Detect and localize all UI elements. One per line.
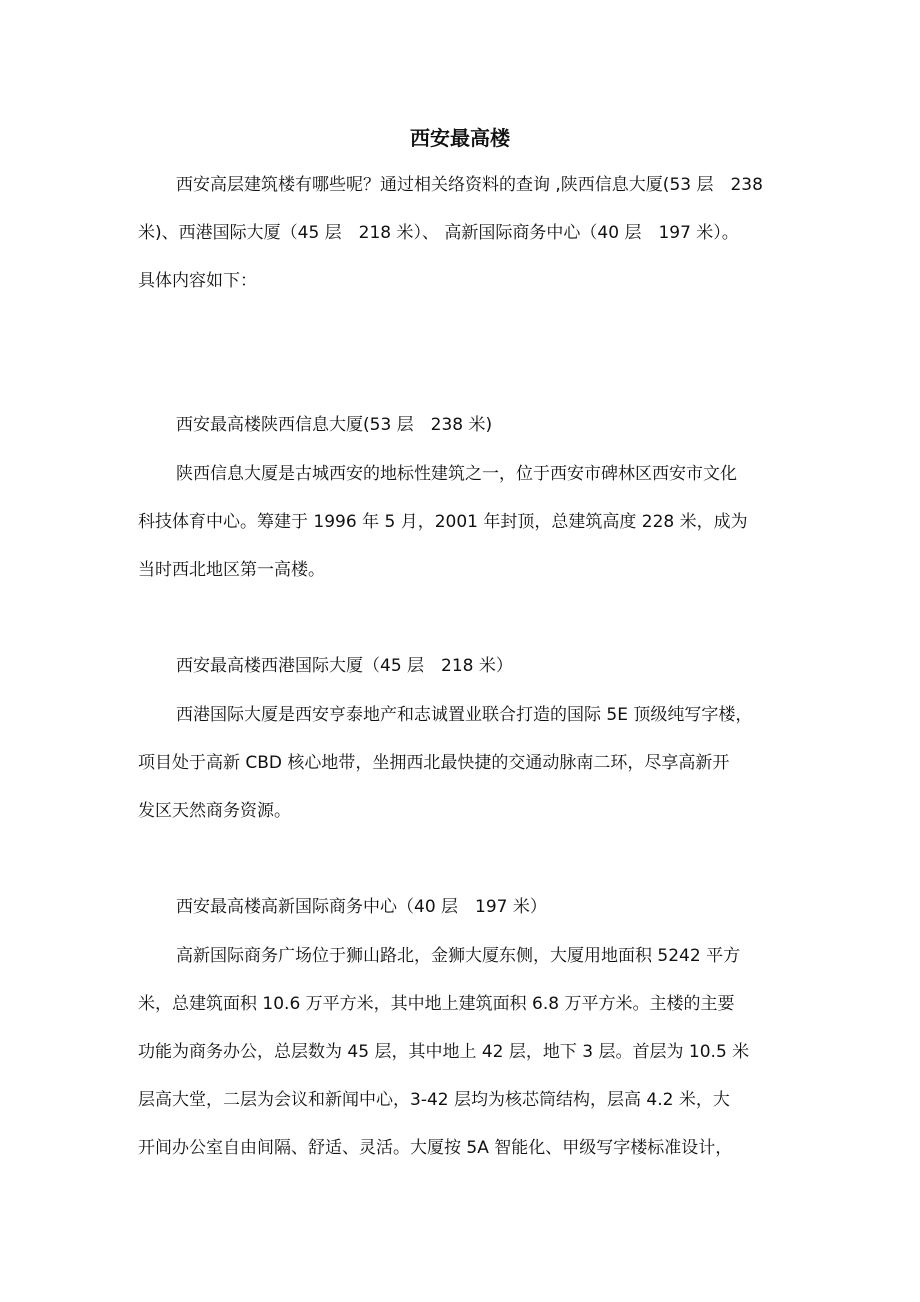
- section-1-line-2: 科技体育中心。筹建于 1996 年 5 月，2001 年封顶，总建筑高度 228 米，成为: [138, 512, 748, 532]
- section-2-heading: 西安最高楼西港国际大厦（45 层 218 米）: [176, 656, 513, 676]
- section-2-line-2: 项目处于高新 CBD 核心地带，坐拥西北最快捷的交通动脉南二环，尽享高新开: [138, 753, 730, 773]
- intro-line-3: 具体内容如下：: [138, 271, 257, 291]
- section-3-heading: 西安最高楼高新国际商务中心（40 层 197 米）: [176, 897, 547, 917]
- section-2-line-1: 西港国际大厦是西安亨泰地产和志诚置业联合打造的国际 5E 顶级纯写字楼，: [176, 705, 753, 725]
- section-3-line-3: 功能为商务办公，总层数为 45 层，其中地上 42 层，地下 3 层。首层为 10.5 米: [138, 1042, 750, 1062]
- section-3-line-5: 开间办公室自由间隔、舒适、灵活。大厦按 5A 智能化、甲级写字楼标准设计，: [138, 1138, 733, 1158]
- section-1-line-3: 当时西北地区第一高楼。: [138, 560, 325, 580]
- section-3-line-4: 层高大堂，二层为会议和新闻中心，3-42 层均为核芯筒结构，层高 4.2 米，大: [138, 1090, 730, 1110]
- intro-line-1: 西安高层建筑楼有哪些呢？通过相关络资料的查询 ,陕西信息大厦(53 层 238: [176, 175, 763, 195]
- intro-line-2: 米)、西港国际大厦（45 层 218 米）、 高新国际商务中心（40 层 197 米）。: [138, 223, 739, 243]
- section-3-line-2: 米，总建筑面积 10.6 万平方米，其中地上建筑面积 6.8 万平方米。主楼的主要: [138, 994, 735, 1014]
- section-2-line-3: 发区天然商务资源。: [138, 801, 291, 821]
- section-1-line-1: 陕西信息大厦是古城西安的地标性建筑之一，位于西安市碑林区西安市文化: [176, 464, 737, 484]
- section-3-line-1: 高新国际商务广场位于狮山路北，金狮大厦东侧，大厦用地面积 5242 平方: [176, 946, 741, 966]
- section-1-heading: 西安最高楼陕西信息大厦(53 层 238 米): [176, 415, 493, 435]
- document-title: 西安最高楼: [410, 126, 510, 150]
